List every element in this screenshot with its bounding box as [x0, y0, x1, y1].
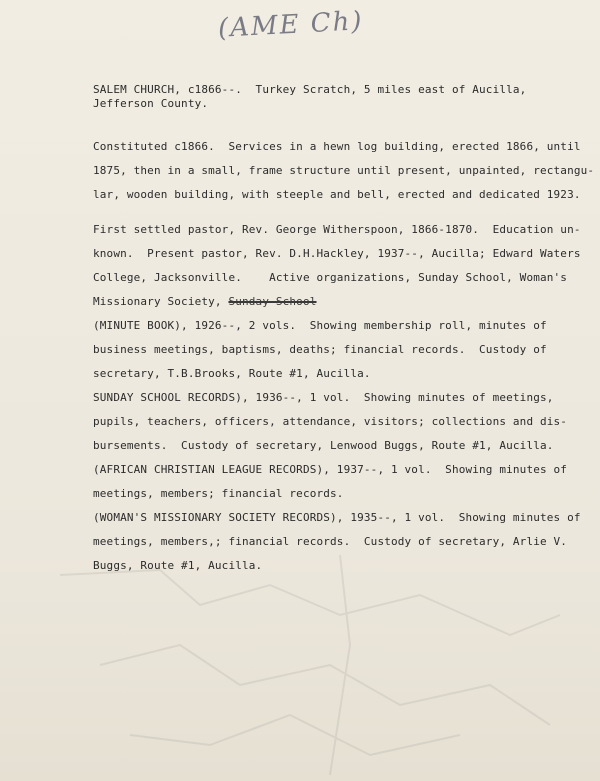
para1-line-3: lar, wooden building, with steeple and bell, erected and dedicated 1923. [93, 188, 581, 201]
record-line-3: secretary, T.B.Brooks, Route #1, Aucilla. [93, 367, 371, 380]
record-line-5: pupils, teachers, officers, attendance, visitors; collections and dis- [93, 415, 568, 428]
handwritten-annotation: (AME Ch) [217, 6, 365, 44]
heading-line-1: SALEM CHURCH, c1866--. Turkey Scratch, 5 miles east of Aucilla, [93, 83, 527, 96]
record-line-6: bursements. Custody of secretary, Lenwood Buggs, Route #1, Aucilla. [93, 439, 554, 452]
record-line-9: (WOMAN'S MISSIONARY SOCIETY RECORDS), 1935--, 1 vol. Showing minutes of [93, 511, 581, 524]
para1-line-1: Constituted c1866. Services in a hewn log building, erected 1866, until [93, 140, 581, 153]
para2-line-4 [93, 292, 317, 312]
struck-text: Sunday School [228, 295, 317, 308]
para2-line-2: known. Present pastor, Rev. D.H.Hackley, 1937--, Aucilla; Edward Waters [93, 247, 581, 260]
heading-line-2: Jefferson County. [93, 97, 209, 110]
record-line-7: (AFRICAN CHRISTIAN LEAGUE RECORDS), 1937--, 1 vol. Showing minutes of [93, 463, 568, 476]
para2-line-1: First settled pastor, Rev. George Witherspoon, 1866-1870. Education un- [93, 223, 581, 236]
record-line-8: meetings, members; financial records. [93, 487, 344, 500]
record-line-2: business meetings, baptisms, deaths; financial records. Custody of [93, 343, 547, 356]
record-line-10: meetings, members,; financial records. Custody of secretary, Arlie V. [93, 535, 568, 548]
para1-line-2: 1875, then in a small, frame structure until present, unpainted, rectangu- [93, 164, 595, 177]
record-line-1: (MINUTE BOOK), 1926--, 2 vols. Showing membership roll, minutes of [93, 319, 547, 332]
para2-line-3: College, Jacksonville. Active organizations, Sunday School, Woman's [93, 271, 568, 284]
para2-line-4-text: Missionary Society, [93, 295, 229, 308]
show-through-map-bleed [40, 545, 580, 781]
record-line-4: SUNDAY SCHOOL RECORDS), 1936--, 1 vol. Showing minutes of meetings, [93, 391, 554, 404]
record-line-11: Buggs, Route #1, Aucilla. [93, 559, 263, 572]
